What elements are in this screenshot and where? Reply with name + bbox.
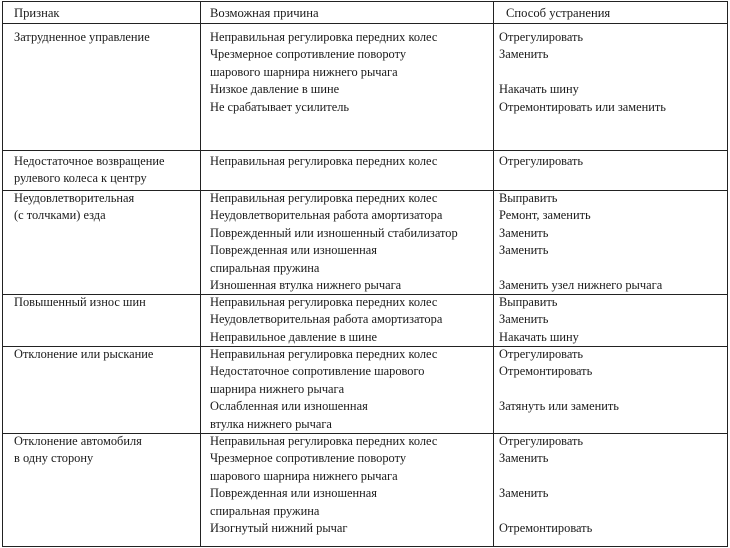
sign-line: Повышенный износ шин xyxy=(14,295,146,309)
fix-line: Заменить xyxy=(499,312,549,327)
sign-line: (с толчками) езда xyxy=(14,208,106,223)
header-fix: Способ устранения xyxy=(506,6,611,20)
cause-line: шарового шарнира нижнего рычага xyxy=(210,468,398,483)
fix-line: Заменить xyxy=(499,451,549,466)
sign-cell xyxy=(14,346,153,363)
sign-cell xyxy=(14,294,146,311)
cause-line: шарнира нижнего рычага xyxy=(210,381,345,396)
fix-line: Накачать шину xyxy=(499,82,579,97)
cause-line: Поврежденная или изношенная xyxy=(210,486,378,501)
cause-line: Неудовлетворительная работа амортизатора xyxy=(210,312,443,327)
cause-cell xyxy=(210,346,437,433)
sign-line: в одну сторону xyxy=(14,451,94,466)
fix-line: Заменить узел нижнего рычага xyxy=(499,277,663,292)
fix-line: Заменить xyxy=(499,486,549,501)
cause-line: Неправильное давление в шине xyxy=(210,329,377,344)
cause-line: Неудовлетворительная работа амортизатора xyxy=(210,208,443,223)
fix-line: Затянуть или заменить xyxy=(499,399,619,414)
cause-line: Изогнутый нижний рычаг xyxy=(210,520,348,535)
header-divider xyxy=(2,23,728,24)
cause-line: Неправильная регулировка передних колес xyxy=(210,347,438,361)
cause-line: Неправильная регулировка передних колес xyxy=(210,295,438,309)
fix-line: Отремонтировать или заменить xyxy=(499,99,666,114)
sign-line: рулевого колеса к центру xyxy=(14,171,147,186)
header-sign: Признак xyxy=(14,6,60,20)
sign-line: Отклонение автомобиля xyxy=(14,434,142,448)
sign-cell xyxy=(14,153,164,188)
fix-line: Отремонтировать xyxy=(499,520,593,535)
column-divider xyxy=(493,1,494,547)
fix-line: Заменить xyxy=(499,47,549,62)
cause-cell xyxy=(210,190,458,294)
cause-line: спиральная пружина xyxy=(210,503,320,518)
header-cause: Возможная причина xyxy=(210,6,319,20)
cause-line: Чрезмерное сопротивление повороту xyxy=(210,47,407,62)
fix-line xyxy=(499,468,592,485)
fix-cell xyxy=(499,29,666,116)
sign-line: Отклонение или рыскание xyxy=(14,347,154,361)
cause-line: спиральная пружина xyxy=(210,260,320,275)
cause-line: шарового шарнира нижнего рычага xyxy=(210,64,398,79)
table-right-border xyxy=(727,1,728,547)
fix-cell xyxy=(499,190,662,294)
fix-line: Заменить xyxy=(499,225,549,240)
fix-line xyxy=(499,416,619,433)
table-top-border xyxy=(2,1,728,2)
fix-line: Отрегулировать xyxy=(499,30,584,44)
cause-line: Неправильная регулировка передних колес xyxy=(210,154,438,168)
fix-line: Выправить xyxy=(499,191,558,205)
fix-line: Заменить xyxy=(499,243,549,258)
cause-line: Не срабатывает усилитель xyxy=(210,99,350,114)
cause-cell xyxy=(210,294,442,346)
row-divider xyxy=(2,150,728,151)
fix-line: Выправить xyxy=(499,295,558,309)
cause-line: втулка нижнего рычага xyxy=(210,416,332,431)
cause-line: Неправильная регулировка передних колес xyxy=(210,434,438,448)
sign-line: Неудовлетворительная xyxy=(14,191,135,205)
cause-line: Недостаточное сопротивление шарового xyxy=(210,364,425,379)
fix-cell xyxy=(499,153,583,170)
sign-cell xyxy=(14,433,142,468)
cause-line: Ослабленная или изношенная xyxy=(210,399,368,414)
fix-cell xyxy=(499,294,579,346)
fix-line: Отремонтировать xyxy=(499,364,593,379)
sign-line: Затрудненное управление xyxy=(14,30,150,44)
cause-cell xyxy=(210,29,437,116)
fix-line: Отрегулировать xyxy=(499,154,584,168)
fix-line: Отрегулировать xyxy=(499,434,584,448)
cause-cell xyxy=(210,433,437,537)
fix-cell xyxy=(499,433,592,537)
cause-line: Неправильная регулировка передних колес xyxy=(210,30,438,44)
column-divider xyxy=(200,1,201,547)
cause-line: Поврежденная или изношенная xyxy=(210,243,378,258)
fix-line xyxy=(499,64,666,81)
cause-line: Поврежденный или изношенный стабилизатор xyxy=(210,225,458,240)
fix-line: Накачать шину xyxy=(499,329,579,344)
fix-line: Отрегулировать xyxy=(499,347,584,361)
fix-line xyxy=(499,260,662,277)
cause-line: Чрезмерное сопротивление повороту xyxy=(210,451,407,466)
sign-cell xyxy=(14,190,134,225)
cause-line: Изношенная втулка нижнего рычага xyxy=(210,277,402,292)
fix-line: Ремонт, заменить xyxy=(499,208,591,223)
fix-cell xyxy=(499,346,619,433)
cause-line: Неправильная регулировка передних колес xyxy=(210,191,438,205)
cause-cell xyxy=(210,153,437,170)
table-bottom-border xyxy=(2,546,728,547)
fix-line xyxy=(499,381,619,398)
fix-line xyxy=(499,503,592,520)
cause-line: Низкое давление в шине xyxy=(210,82,340,97)
sign-line: Недостаточное возвращение xyxy=(14,154,165,168)
table-left-border xyxy=(2,1,3,547)
sign-cell xyxy=(14,29,150,46)
